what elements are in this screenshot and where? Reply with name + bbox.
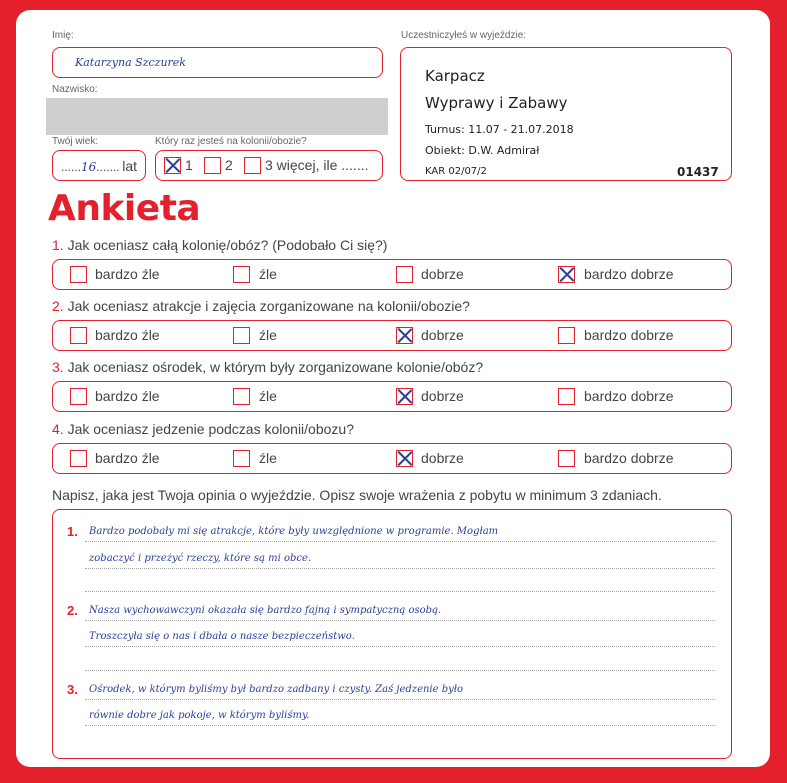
surname-label: Nazwisko: [52, 84, 98, 95]
question-3-options [52, 381, 732, 412]
age-dots-right: ....... [96, 160, 120, 174]
question-2-label: Jak oceniasz atrakcje i zajęcia zorganizowane na kolonii/obozie? [67, 298, 470, 314]
question-1-options [52, 259, 732, 290]
name-value: Katarzyna Szczurek [75, 56, 186, 69]
age-dots-left: ...... [61, 160, 82, 174]
writing-line [85, 568, 715, 569]
q4-option-zle: źle [259, 450, 277, 466]
q2-option-bardzo-zle: bardzo źle [95, 327, 160, 343]
question-4-options [52, 443, 732, 474]
q3-checkbox-zle[interactable] [233, 388, 250, 405]
opinion-3-number: 3. [67, 682, 78, 697]
question-1-text [52, 237, 387, 253]
trip-number: 01437 [677, 165, 719, 179]
question-4-label: Jak oceniasz jedzenie podczas kolonii/obozu? [67, 421, 354, 437]
times-option-2: 2 [225, 157, 233, 173]
question-2-text [52, 298, 470, 314]
trip-turnus: Turnus: 11.07 - 21.07.2018 [425, 123, 574, 136]
opinion-3-line1: Ośrodek, w którym byliśmy był bardzo zadbany i czysty. Zaś jedzenie było [89, 684, 464, 695]
times-option-3: 3 więcej, ile ....... [265, 157, 369, 173]
trip-obiekt: Obiekt: D.W. Admirał [425, 144, 540, 157]
q4-checkbox-dobrze[interactable] [396, 450, 413, 467]
writing-line [85, 699, 715, 700]
q1-checkbox-bardzo-zle[interactable] [70, 266, 87, 283]
q1-checkbox-zle[interactable] [233, 266, 250, 283]
opinion-2-line2: Troszczyła się o nas i dbała o nasze bezpieczeństwo. [89, 631, 355, 642]
participant-label: Uczestniczyłeś w wyjeździe: [401, 30, 527, 41]
writing-line [85, 725, 715, 726]
question-2-options [52, 320, 732, 351]
surname-redacted-field [46, 98, 388, 135]
age-field[interactable] [52, 150, 146, 181]
times-label: Który raz jesteś na kolonii/obozie? [155, 136, 307, 147]
trip-city: Karpacz [425, 67, 485, 85]
q2-option-zle: źle [259, 327, 277, 343]
opinion-2-line1: Nasza wychowawczyni okazała się bardzo fajną i sympatyczną osobą. [89, 605, 442, 616]
writing-line [85, 646, 715, 647]
q2-option-dobrze: dobrze [421, 327, 464, 343]
question-1-label: Jak oceniasz całą kolonię/obóz? (Podobało Ci się?) [67, 237, 388, 253]
q2-checkbox-dobrze[interactable] [396, 327, 413, 344]
question-3-number: 3. [52, 359, 64, 375]
q3-checkbox-bardzo-dobrze[interactable] [558, 388, 575, 405]
trip-info-box [400, 47, 732, 181]
q3-option-bardzo-zle: bardzo źle [95, 388, 160, 404]
q1-option-dobrze: dobrze [421, 266, 464, 282]
q4-checkbox-zle[interactable] [233, 450, 250, 467]
times-field [155, 150, 383, 181]
age-label: Twój wiek: [52, 136, 99, 147]
q4-option-dobrze: dobrze [421, 450, 464, 466]
q4-checkbox-bardzo-zle[interactable] [70, 450, 87, 467]
trip-code: KAR 02/07/2 [425, 166, 487, 177]
question-4-number: 4. [52, 421, 64, 437]
survey-sheet [16, 10, 770, 767]
times-option-1: 1 [185, 157, 193, 173]
q3-option-dobrze: dobrze [421, 388, 464, 404]
times-checkbox-2[interactable] [204, 157, 221, 174]
age-value: 16 [81, 160, 97, 174]
q2-option-bardzo-dobrze: bardzo dobrze [584, 327, 674, 343]
q3-checkbox-dobrze[interactable] [396, 388, 413, 405]
q3-checkbox-bardzo-zle[interactable] [70, 388, 87, 405]
opinion-1-number: 1. [67, 524, 78, 539]
trip-company: Wyprawy i Zabawy [425, 94, 568, 112]
q1-checkbox-bardzo-dobrze[interactable] [558, 266, 575, 283]
opinion-1-line1: Bardzo podobały mi się atrakcje, które były uwzględnione w programie. Mogłam [89, 526, 499, 537]
writing-line [85, 591, 715, 592]
name-label: Imię: [52, 30, 74, 41]
q1-option-bardzo-zle: bardzo źle [95, 266, 160, 282]
q1-checkbox-dobrze[interactable] [396, 266, 413, 283]
question-2-number: 2. [52, 298, 64, 314]
age-unit: lat [122, 158, 137, 174]
opinion-3-line2: równie dobre jak pokoje, w którym byliśmy. [89, 710, 310, 721]
q2-checkbox-bardzo-zle[interactable] [70, 327, 87, 344]
q3-option-bardzo-dobrze: bardzo dobrze [584, 388, 674, 404]
times-checkbox-3[interactable] [244, 157, 261, 174]
times-checkbox-1[interactable] [164, 157, 181, 174]
question-4-text [52, 421, 354, 437]
q4-option-bardzo-dobrze: bardzo dobrze [584, 450, 674, 466]
opinion-prompt: Napisz, jaka jest Twoja opinia o wyjeździe. Opisz swoje wrażenia z pobytu w minimum 3 zdaniach. [52, 487, 662, 503]
opinion-1-line2: zobaczyć i przeżyć rzeczy, które są mi obce. [89, 553, 312, 564]
writing-line [85, 670, 715, 671]
q1-option-zle: źle [259, 266, 277, 282]
opinion-2-number: 2. [67, 603, 78, 618]
q3-option-zle: źle [259, 388, 277, 404]
q2-checkbox-zle[interactable] [233, 327, 250, 344]
question-3-text [52, 359, 483, 375]
q4-option-bardzo-zle: bardzo źle [95, 450, 160, 466]
writing-line [85, 541, 715, 542]
survey-title: Ankieta [48, 188, 201, 229]
opinion-box[interactable] [52, 509, 732, 759]
name-field[interactable] [52, 47, 383, 78]
q2-checkbox-bardzo-dobrze[interactable] [558, 327, 575, 344]
question-1-number: 1. [52, 237, 64, 253]
writing-line [85, 620, 715, 621]
q4-checkbox-bardzo-dobrze[interactable] [558, 450, 575, 467]
q1-option-bardzo-dobrze: bardzo dobrze [584, 266, 674, 282]
question-3-label: Jak oceniasz ośrodek, w którym były zorganizowane kolonie/obóz? [67, 359, 484, 375]
